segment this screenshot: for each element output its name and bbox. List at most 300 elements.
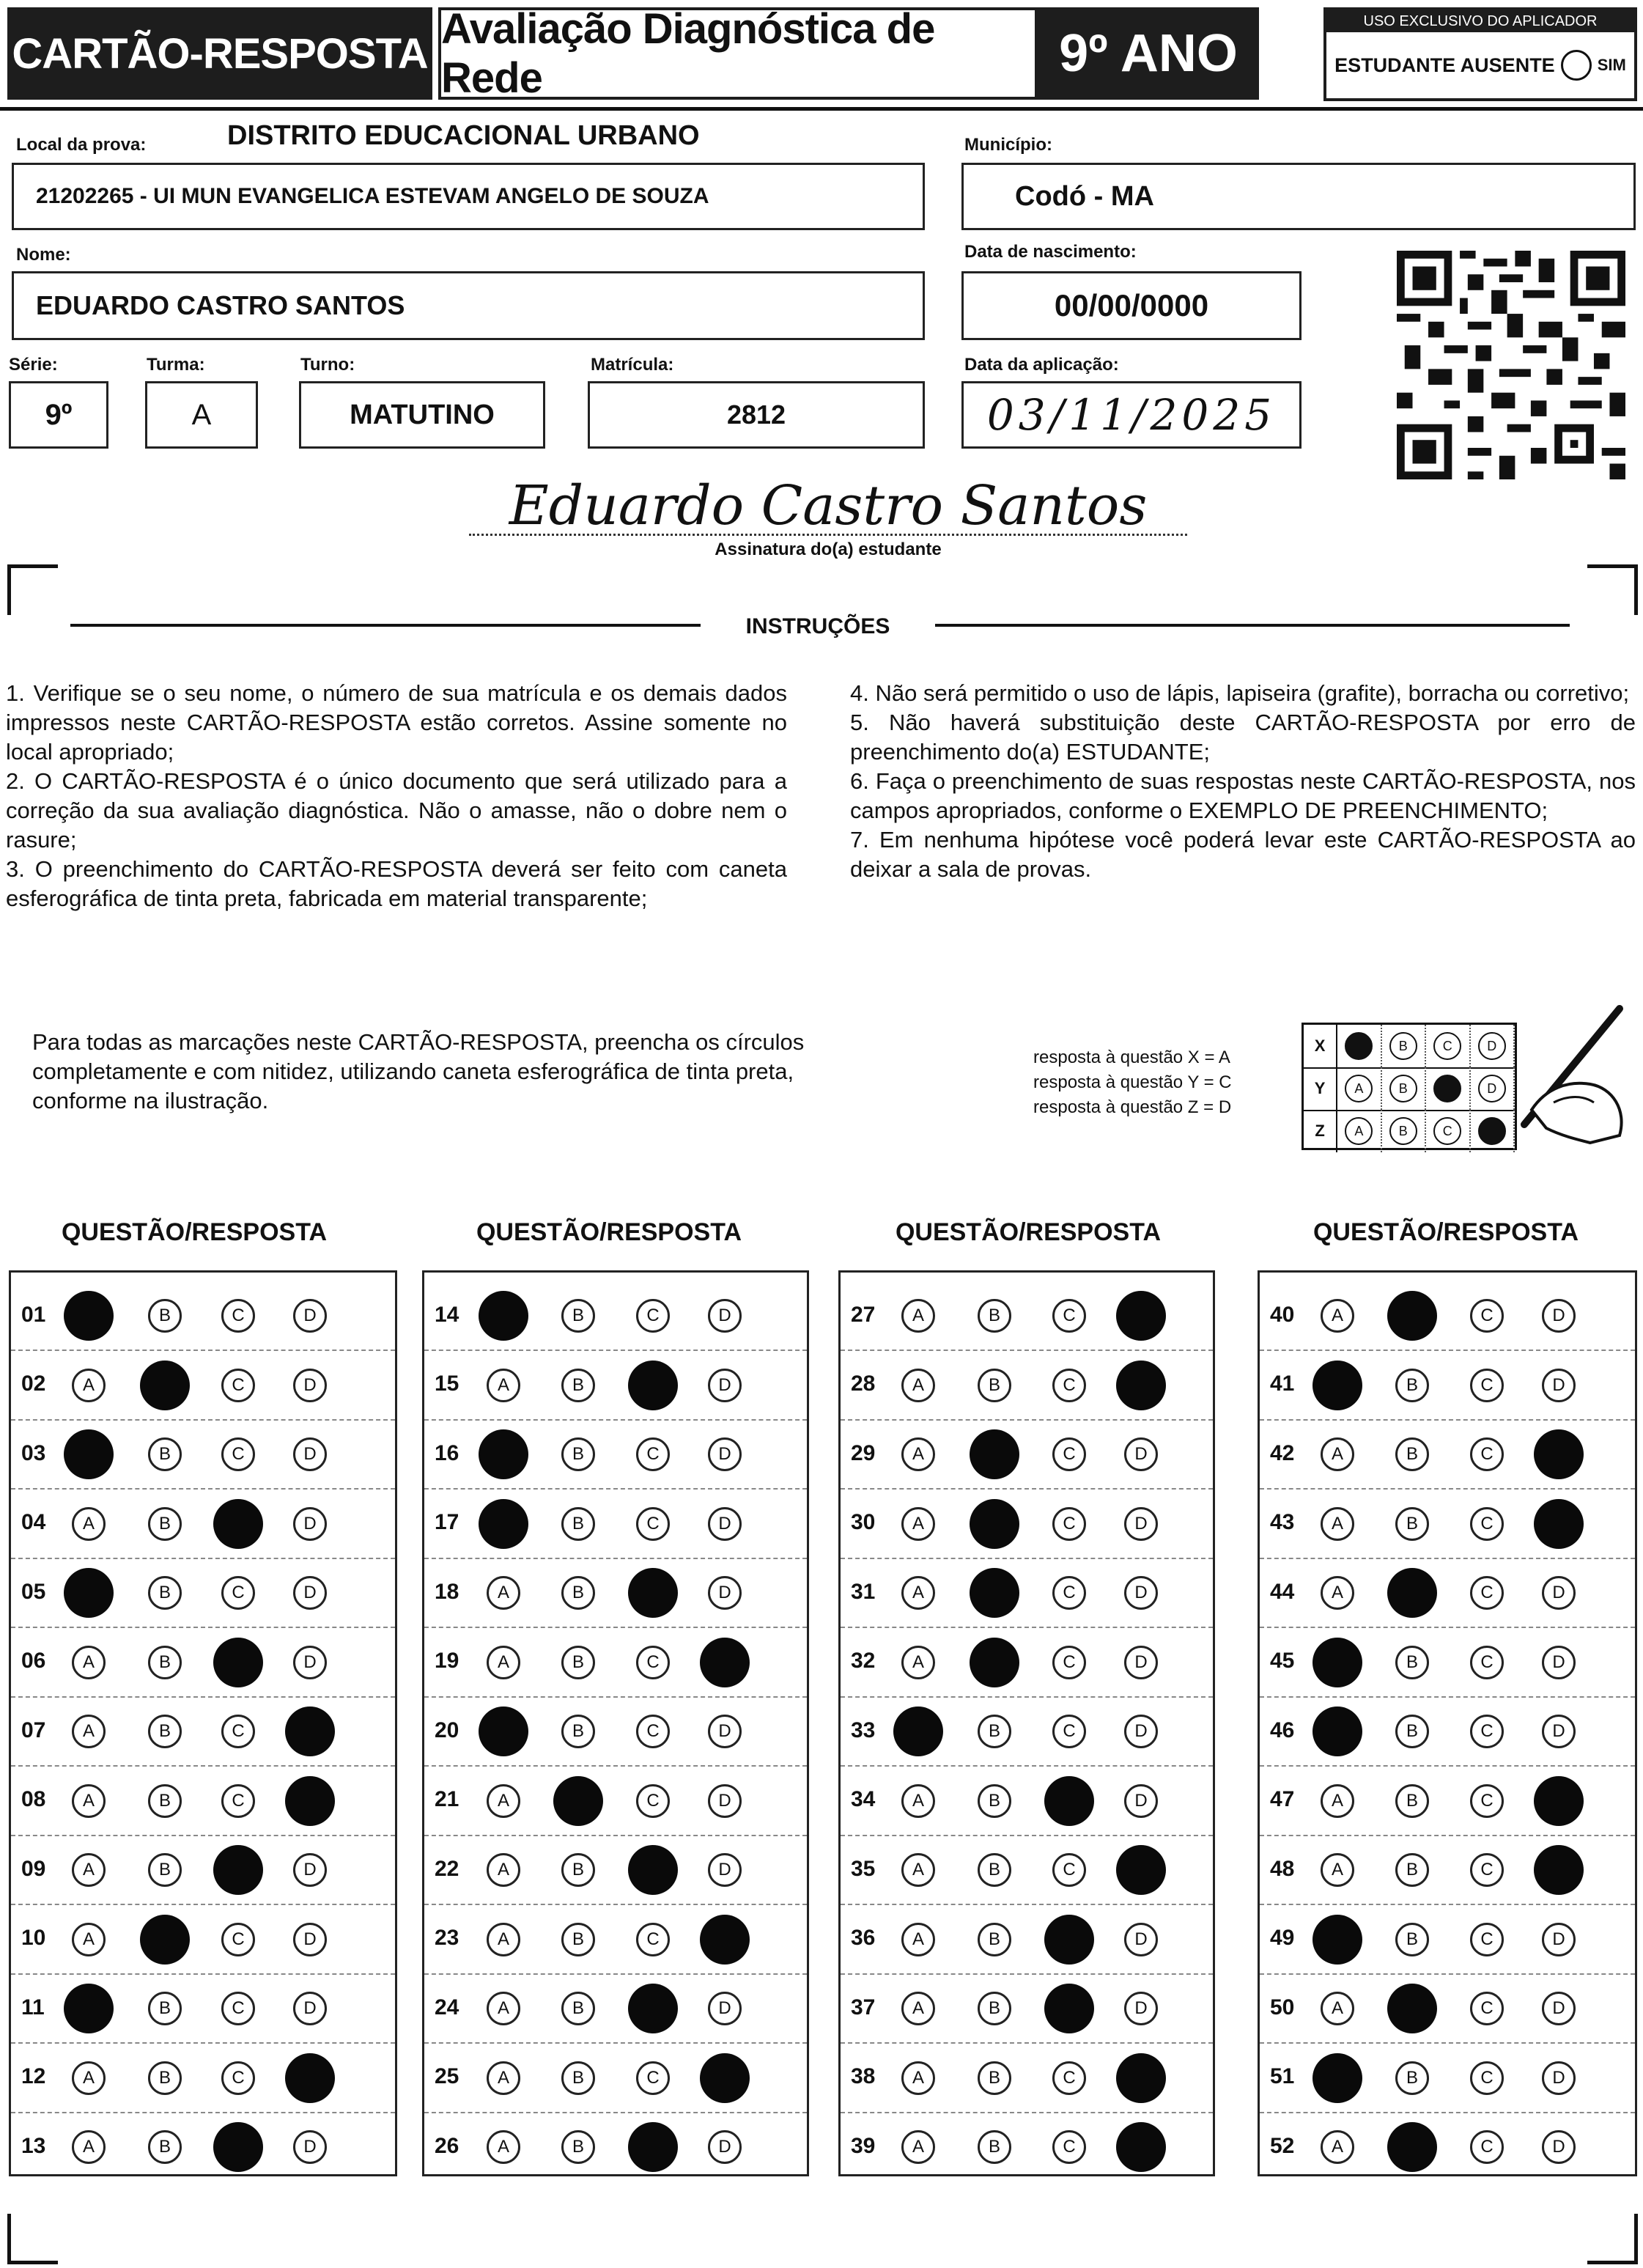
serie-field: 9º: [9, 381, 108, 449]
answer-bubble-a[interactable]: A: [487, 1576, 520, 1610]
column-header: QUESTÃO/RESPOSTA: [1312, 1218, 1579, 1246]
answer-bubble-b[interactable]: B: [978, 1784, 1011, 1818]
answer-bubble-d[interactable]: [1116, 2122, 1166, 2172]
answer-bubble-c[interactable]: C: [1052, 1853, 1086, 1887]
answer-bubble-d[interactable]: D: [708, 1437, 742, 1471]
answer-row: [424, 1696, 807, 1767]
answer-bubble-c[interactable]: C: [636, 2061, 670, 2095]
question-number: 01: [21, 1302, 46, 1327]
answer-bubble-d[interactable]: D: [1542, 1369, 1576, 1402]
answer-row: [841, 1280, 1213, 1351]
answer-bubble-a[interactable]: A: [901, 1507, 935, 1541]
answer-bubble-c[interactable]: C: [1470, 1437, 1504, 1471]
answer-bubble-c[interactable]: C: [221, 1576, 255, 1610]
answer-bubble-b[interactable]: B: [148, 1715, 182, 1748]
question-number: 38: [851, 2064, 876, 2088]
answer-bubble-a[interactable]: [479, 1291, 528, 1341]
answer-bubble-a[interactable]: [893, 1706, 943, 1756]
answer-bubble-d[interactable]: [1116, 2053, 1166, 2103]
answer-bubble-c[interactable]: [213, 1638, 263, 1687]
answer-bubble-b[interactable]: B: [561, 1576, 595, 1610]
exam-title: Avaliação Diagnóstica de Rede: [438, 7, 1038, 100]
answer-bubble-c[interactable]: C: [1052, 1646, 1086, 1679]
answer-bubble-c[interactable]: C: [221, 2061, 255, 2095]
card-title: CARTÃO-RESPOSTA: [7, 7, 432, 100]
answer-bubble-d[interactable]: D: [1542, 1715, 1576, 1748]
answer-bubble-a[interactable]: A: [1321, 2130, 1354, 2164]
answer-bubble-d[interactable]: D: [708, 1992, 742, 2025]
question-number: 16: [435, 1440, 459, 1465]
answer-bubble-a[interactable]: A: [901, 1923, 935, 1956]
answer-bubble-d[interactable]: D: [293, 1923, 327, 1956]
answer-bubble-a[interactable]: A: [487, 2130, 520, 2164]
answer-bubble-a[interactable]: A: [72, 1646, 106, 1679]
answer-bubble-a[interactable]: [479, 1429, 528, 1479]
answer-bubble-a[interactable]: A: [487, 1992, 520, 2025]
answer-bubble-b[interactable]: B: [1395, 2061, 1429, 2095]
answer-bubble-a[interactable]: A: [901, 1437, 935, 1471]
local-field: 21202265 - UI MUN EVANGELICA ESTEVAM ANGELO DE SOUZA: [12, 163, 925, 230]
answer-bubble-b[interactable]: [970, 1499, 1019, 1549]
answer-bubble-b[interactable]: [553, 1776, 603, 1826]
grade-badge: 9º ANO: [1038, 7, 1259, 100]
question-number: 35: [851, 1856, 876, 1881]
answer-bubble-c[interactable]: [213, 1499, 263, 1549]
question-number: 07: [21, 1717, 46, 1742]
answer-bubble-c[interactable]: [628, 1361, 678, 1410]
answer-bubble-a[interactable]: A: [1321, 1853, 1354, 1887]
nome-field: EDUARDO CASTRO SANTOS: [12, 271, 925, 340]
answer-bubble-d[interactable]: D: [293, 1507, 327, 1541]
instruction-item: 3. O preenchimento do CARTÃO-RESPOSTA deverá ser feito com caneta esferográfica de tinta preta, fabricada em material transparente;: [6, 856, 787, 911]
answer-bubble-b[interactable]: B: [1395, 1437, 1429, 1471]
instruction-item: 5. Não haverá substituição deste CARTÃO-RESPOSTA por erro de preenchimento do(a) ESTUDANTE;: [850, 710, 1636, 765]
answer-bubble-c[interactable]: C: [1470, 1853, 1504, 1887]
answer-bubble-a[interactable]: A: [72, 1715, 106, 1748]
answer-row: [1260, 2111, 1635, 2181]
instructions-left: [6, 679, 787, 913]
answer-bubble-a[interactable]: A: [72, 1369, 106, 1402]
answer-bubble-b[interactable]: [1387, 1291, 1437, 1341]
answer-bubble-c[interactable]: C: [221, 1715, 255, 1748]
answer-bubble-c[interactable]: [628, 2122, 678, 2172]
answer-bubble-d[interactable]: [1534, 1845, 1584, 1895]
answer-bubble-b[interactable]: B: [561, 1923, 595, 1956]
answer-bubble-c[interactable]: C: [1470, 1923, 1504, 1956]
answer-bubble-a[interactable]: A: [901, 1646, 935, 1679]
answer-row: [11, 1904, 395, 1975]
question-number: 44: [1270, 1579, 1295, 1604]
answer-bubble-b[interactable]: B: [148, 1437, 182, 1471]
answer-bubble-b[interactable]: B: [978, 1715, 1011, 1748]
answer-bubble-a[interactable]: A: [901, 1576, 935, 1610]
answer-bubble-b[interactable]: B: [148, 2061, 182, 2095]
answer-bubble-d[interactable]: D: [708, 1784, 742, 1818]
question-number: 42: [1270, 1440, 1295, 1465]
answer-bubble-c[interactable]: C: [636, 1923, 670, 1956]
answer-bubble-a[interactable]: [479, 1499, 528, 1549]
answer-bubble-d[interactable]: D: [1124, 1784, 1158, 1818]
answer-bubble-b[interactable]: B: [561, 1715, 595, 1748]
answer-bubble-c[interactable]: [213, 1845, 263, 1895]
answer-bubble-d[interactable]: D: [1542, 1299, 1576, 1333]
question-number: 20: [435, 1717, 459, 1742]
serie-label: Série:: [9, 355, 58, 375]
answer-row: [424, 1973, 807, 2044]
answer-bubble-c[interactable]: [1044, 1984, 1094, 2033]
answer-bubble-a[interactable]: A: [1321, 1992, 1354, 2025]
answer-bubble-b[interactable]: B: [561, 2130, 595, 2164]
instr-rule-left: [70, 624, 701, 627]
aplic-field: 03/11/2025: [961, 381, 1302, 449]
answer-bubble-d[interactable]: [1534, 1499, 1584, 1549]
answer-bubble-b[interactable]: [1387, 2122, 1437, 2172]
answer-bubble-d[interactable]: D: [708, 1576, 742, 1610]
answer-row: [424, 2042, 807, 2113]
answer-bubble-a[interactable]: A: [72, 1853, 106, 1887]
signature: Eduardo Castro Santos: [509, 474, 1148, 537]
answer-bubble-a[interactable]: A: [1321, 1507, 1354, 1541]
answer-bubble-c[interactable]: C: [1470, 1369, 1504, 1402]
question-number: 25: [435, 2064, 459, 2088]
matricula-field: 2812: [588, 381, 925, 449]
answer-bubble-b[interactable]: B: [1395, 1369, 1429, 1402]
answer-row: [11, 1627, 395, 1698]
answer-bubble-c[interactable]: C: [221, 1784, 255, 1818]
answer-bubble-d[interactable]: D: [293, 1646, 327, 1679]
answer-bubble-a[interactable]: A: [1321, 1437, 1354, 1471]
municipio-field: Codó - MA: [961, 163, 1636, 230]
answer-bubble-d[interactable]: D: [293, 1853, 327, 1887]
answer-bubble-d[interactable]: D: [1124, 1576, 1158, 1610]
matricula-label: Matrícula:: [591, 355, 674, 375]
answer-bubble-d[interactable]: D: [1542, 1992, 1576, 2025]
answer-bubble-b[interactable]: B: [1395, 1923, 1429, 1956]
answer-bubble-c[interactable]: [1044, 1915, 1094, 1965]
answer-bubble-c[interactable]: [628, 1845, 678, 1895]
answer-bubble-c[interactable]: C: [221, 1369, 255, 1402]
answer-bubble-a[interactable]: A: [487, 1853, 520, 1887]
question-number: 23: [435, 1926, 459, 1950]
answer-bubble-d[interactable]: D: [1124, 1992, 1158, 2025]
answer-bubble-c[interactable]: [1044, 1776, 1094, 1826]
answer-row: [841, 1904, 1213, 1975]
answer-bubble-b[interactable]: B: [148, 1784, 182, 1818]
question-number: 34: [851, 1787, 876, 1811]
corner-mark: [1587, 564, 1638, 615]
example-row: [1304, 1110, 1515, 1152]
answer-row: [841, 1696, 1213, 1767]
answer-bubble-b[interactable]: B: [978, 1923, 1011, 1956]
answer-bubble-c[interactable]: C: [1470, 1784, 1504, 1818]
example-bubble-a: [1345, 1032, 1373, 1060]
answer-bubble-c[interactable]: C: [1052, 1715, 1086, 1748]
answer-bubble-b[interactable]: B: [148, 1646, 182, 1679]
answer-panel-3: [838, 1270, 1215, 2176]
answer-row: [1260, 1834, 1635, 1905]
answer-bubble-c[interactable]: C: [1470, 1646, 1504, 1679]
answer-bubble-d[interactable]: D: [293, 1576, 327, 1610]
question-number: 32: [851, 1649, 876, 1673]
example-row: [1304, 1025, 1515, 1069]
instruction-item: 7. Em nenhuma hipótese você poderá levar este CARTÃO-RESPOSTA ao deixar a sala de provas.: [850, 827, 1636, 882]
answer-bubble-b[interactable]: [1387, 1568, 1437, 1618]
answer-bubble-c[interactable]: [213, 2122, 263, 2172]
answer-bubble-d[interactable]: D: [1542, 1576, 1576, 1610]
answer-bubble-c[interactable]: C: [1052, 1437, 1086, 1471]
answer-bubble-c[interactable]: C: [1470, 1992, 1504, 2025]
answer-bubble-b[interactable]: B: [561, 1437, 595, 1471]
answer-bubble-a[interactable]: A: [1321, 1784, 1354, 1818]
answer-bubble-a[interactable]: A: [901, 1992, 935, 2025]
answer-bubble-c[interactable]: C: [1052, 2061, 1086, 2095]
question-number: 46: [1270, 1717, 1295, 1742]
question-number: 10: [21, 1926, 46, 1950]
question-number: 33: [851, 1717, 876, 1742]
answer-bubble-d[interactable]: [700, 1915, 750, 1965]
answer-bubble-c[interactable]: C: [1470, 1576, 1504, 1610]
answer-bubble-a[interactable]: A: [901, 2061, 935, 2095]
answer-bubble-b[interactable]: [970, 1638, 1019, 1687]
answer-bubble-b[interactable]: B: [148, 1507, 182, 1541]
answer-bubble-a[interactable]: [479, 1706, 528, 1756]
answer-bubble-a[interactable]: A: [487, 1784, 520, 1818]
question-number: 27: [851, 1302, 876, 1327]
example-bubble-c: C: [1433, 1117, 1461, 1145]
example-bubble-b: B: [1389, 1032, 1417, 1060]
answer-row: [1260, 1904, 1635, 1975]
question-number: 22: [435, 1856, 459, 1881]
question-number: 26: [435, 2133, 459, 2158]
turma-label: Turma:: [147, 355, 205, 375]
answer-bubble-c[interactable]: C: [1052, 1507, 1086, 1541]
answer-row: [424, 1350, 807, 1421]
answer-bubble-d[interactable]: [285, 2053, 335, 2103]
answer-bubble-d[interactable]: D: [293, 1992, 327, 2025]
nasc-field: 00/00/0000: [961, 271, 1302, 340]
answer-bubble-c[interactable]: C: [221, 1299, 255, 1333]
answer-bubble-b[interactable]: B: [561, 1299, 595, 1333]
answer-bubble-d[interactable]: D: [708, 1715, 742, 1748]
answer-bubble-b[interactable]: B: [148, 1299, 182, 1333]
answer-bubble-d[interactable]: [1534, 1776, 1584, 1826]
answer-bubble-b[interactable]: B: [978, 1299, 1011, 1333]
answer-bubble-a[interactable]: [64, 1291, 114, 1341]
answer-bubble-c[interactable]: C: [221, 1992, 255, 2025]
answer-row: [1260, 1488, 1635, 1559]
answer-bubble-c[interactable]: C: [1470, 2061, 1504, 2095]
answer-bubble-a[interactable]: [64, 1984, 114, 2033]
answer-bubble-a[interactable]: A: [1321, 1576, 1354, 1610]
answer-bubble-c[interactable]: [628, 1984, 678, 2033]
answer-bubble-a[interactable]: A: [901, 1369, 935, 1402]
answer-bubble-d[interactable]: [1116, 1361, 1166, 1410]
answer-bubble-c[interactable]: C: [221, 1437, 255, 1471]
answer-bubble-a[interactable]: A: [487, 2061, 520, 2095]
answer-bubble-d[interactable]: D: [1542, 1646, 1576, 1679]
answer-bubble-a[interactable]: [1312, 1361, 1362, 1410]
answer-row: [841, 1418, 1213, 1490]
answer-row: [11, 1834, 395, 1905]
answer-bubble-c[interactable]: C: [221, 1923, 255, 1956]
answer-bubble-b[interactable]: B: [978, 1992, 1011, 2025]
answer-bubble-a[interactable]: A: [487, 1923, 520, 1956]
instructions-title: INSTRUÇÕES: [745, 614, 890, 638]
answer-row: [11, 1557, 395, 1628]
answer-bubble-d[interactable]: [1116, 1845, 1166, 1895]
answer-bubble-b[interactable]: B: [978, 2130, 1011, 2164]
qr-code-icon: [1397, 251, 1625, 479]
question-number: 49: [1270, 1926, 1295, 1950]
answer-row: [11, 2042, 395, 2113]
answer-bubble-b[interactable]: B: [1395, 1715, 1429, 1748]
answer-bubble-d[interactable]: D: [1124, 1923, 1158, 1956]
answer-bubble-b[interactable]: B: [561, 1853, 595, 1887]
answer-bubble-d[interactable]: [700, 1638, 750, 1687]
answer-bubble-b[interactable]: B: [978, 1369, 1011, 1402]
absent-bubble[interactable]: [1561, 50, 1592, 81]
question-number: 13: [21, 2133, 46, 2158]
answer-bubble-d[interactable]: D: [293, 2130, 327, 2164]
applicator-box: [1323, 7, 1637, 101]
answer-row: [11, 2111, 395, 2181]
answer-bubble-b[interactable]: B: [978, 1853, 1011, 1887]
answer-bubble-b[interactable]: B: [561, 1992, 595, 2025]
answer-bubble-a[interactable]: A: [72, 1507, 106, 1541]
answer-bubble-a[interactable]: A: [901, 2130, 935, 2164]
question-number: 03: [21, 1440, 46, 1465]
answer-bubble-d[interactable]: D: [1124, 1437, 1158, 1471]
answer-bubble-b[interactable]: [140, 1915, 190, 1965]
answer-bubble-a[interactable]: A: [72, 1784, 106, 1818]
answer-bubble-c[interactable]: C: [1052, 1369, 1086, 1402]
corner-mark: [7, 2214, 58, 2264]
answer-bubble-b[interactable]: B: [148, 1853, 182, 1887]
column-header: QUESTÃO/RESPOSTA: [476, 1218, 742, 1246]
answer-bubble-a[interactable]: A: [1321, 1299, 1354, 1333]
answer-bubble-b[interactable]: [970, 1429, 1019, 1479]
answer-bubble-d[interactable]: D: [293, 1299, 327, 1333]
answer-bubble-c[interactable]: C: [1470, 2130, 1504, 2164]
answer-bubble-d[interactable]: D: [1124, 1646, 1158, 1679]
answer-bubble-b[interactable]: B: [561, 1646, 595, 1679]
answer-bubble-a[interactable]: [1312, 2053, 1362, 2103]
answer-bubble-b[interactable]: [140, 1361, 190, 1410]
answer-bubble-d[interactable]: D: [1124, 1715, 1158, 1748]
answer-bubble-c[interactable]: C: [636, 1715, 670, 1748]
answer-bubble-d[interactable]: [285, 1706, 335, 1756]
answer-row: [424, 1627, 807, 1698]
answer-bubble-c[interactable]: C: [1470, 1715, 1504, 1748]
answer-bubble-c[interactable]: C: [636, 1784, 670, 1818]
answer-bubble-d[interactable]: D: [293, 1437, 327, 1471]
answer-bubble-d[interactable]: D: [1542, 2061, 1576, 2095]
answer-bubble-d[interactable]: D: [708, 1369, 742, 1402]
corner-mark: [7, 564, 58, 615]
answer-bubble-b[interactable]: B: [148, 1992, 182, 2025]
question-number: 14: [435, 1302, 459, 1327]
answer-bubble-b[interactable]: B: [561, 1369, 595, 1402]
answer-row: [841, 1765, 1213, 1836]
answer-bubble-d[interactable]: D: [1542, 1923, 1576, 1956]
question-number: 30: [851, 1510, 876, 1534]
answer-bubble-d[interactable]: [1116, 1291, 1166, 1341]
answer-bubble-d[interactable]: D: [708, 1299, 742, 1333]
question-number: 05: [21, 1579, 46, 1604]
answer-bubble-b[interactable]: B: [148, 1576, 182, 1610]
answer-bubble-a[interactable]: [1312, 1706, 1362, 1756]
answer-bubble-a[interactable]: A: [901, 1299, 935, 1333]
answer-bubble-d[interactable]: [700, 2053, 750, 2103]
answer-bubble-a[interactable]: A: [72, 2061, 106, 2095]
answer-bubble-b[interactable]: B: [561, 1507, 595, 1541]
answer-bubble-d[interactable]: D: [1124, 1507, 1158, 1541]
answer-panel-4: [1258, 1270, 1637, 2176]
answer-bubble-a[interactable]: [1312, 1638, 1362, 1687]
question-number: 24: [435, 1995, 459, 2020]
question-number: 12: [21, 2064, 46, 2088]
answer-bubble-c[interactable]: C: [636, 1507, 670, 1541]
answer-bubble-b[interactable]: B: [1395, 1646, 1429, 1679]
answer-bubble-c[interactable]: C: [1052, 1576, 1086, 1610]
example-bubble-c: [1433, 1075, 1461, 1102]
answer-bubble-c[interactable]: C: [1470, 1507, 1504, 1541]
answer-bubble-c[interactable]: C: [1470, 1299, 1504, 1333]
question-number: 21: [435, 1787, 459, 1811]
answer-bubble-a[interactable]: A: [72, 2130, 106, 2164]
answer-bubble-a[interactable]: A: [72, 1923, 106, 1956]
question-number: 36: [851, 1926, 876, 1950]
answer-row: [424, 1834, 807, 1905]
answer-bubble-a[interactable]: [64, 1568, 114, 1618]
answer-bubble-c[interactable]: C: [636, 1299, 670, 1333]
answer-bubble-d[interactable]: D: [708, 1507, 742, 1541]
answer-bubble-c[interactable]: C: [636, 1646, 670, 1679]
answer-bubble-a[interactable]: A: [901, 1784, 935, 1818]
answer-bubble-a[interactable]: A: [901, 1853, 935, 1887]
answer-bubble-b[interactable]: [970, 1568, 1019, 1618]
answer-bubble-d[interactable]: D: [1542, 2130, 1576, 2164]
answer-bubble-d[interactable]: D: [293, 1369, 327, 1402]
signature-line: [469, 534, 1187, 536]
answer-bubble-c[interactable]: C: [1052, 2130, 1086, 2164]
answer-bubble-b[interactable]: B: [978, 2061, 1011, 2095]
answer-row: [841, 2042, 1213, 2113]
answer-bubble-d[interactable]: D: [708, 1853, 742, 1887]
question-number: 06: [21, 1649, 46, 1673]
answer-bubble-b[interactable]: B: [1395, 1853, 1429, 1887]
answer-row: [841, 1627, 1213, 1698]
answer-bubble-d[interactable]: [1534, 1429, 1584, 1479]
answer-bubble-d[interactable]: [285, 1776, 335, 1826]
answer-bubble-b[interactable]: B: [1395, 1507, 1429, 1541]
answer-bubble-c[interactable]: [628, 1568, 678, 1618]
answer-bubble-d[interactable]: D: [708, 2130, 742, 2164]
question-number: 50: [1270, 1995, 1295, 2020]
answer-bubble-b[interactable]: B: [561, 2061, 595, 2095]
question-number: 47: [1270, 1787, 1295, 1811]
answer-bubble-b[interactable]: B: [148, 2130, 182, 2164]
answer-bubble-c[interactable]: C: [1052, 1299, 1086, 1333]
answer-bubble-b[interactable]: [1387, 1984, 1437, 2033]
answer-bubble-c[interactable]: C: [636, 1437, 670, 1471]
answer-bubble-a[interactable]: [1312, 1915, 1362, 1965]
question-number: 40: [1270, 1302, 1295, 1327]
answer-bubble-a[interactable]: A: [487, 1646, 520, 1679]
answer-bubble-a[interactable]: [64, 1429, 114, 1479]
answer-bubble-b[interactable]: B: [1395, 1784, 1429, 1818]
answer-bubble-a[interactable]: A: [487, 1369, 520, 1402]
